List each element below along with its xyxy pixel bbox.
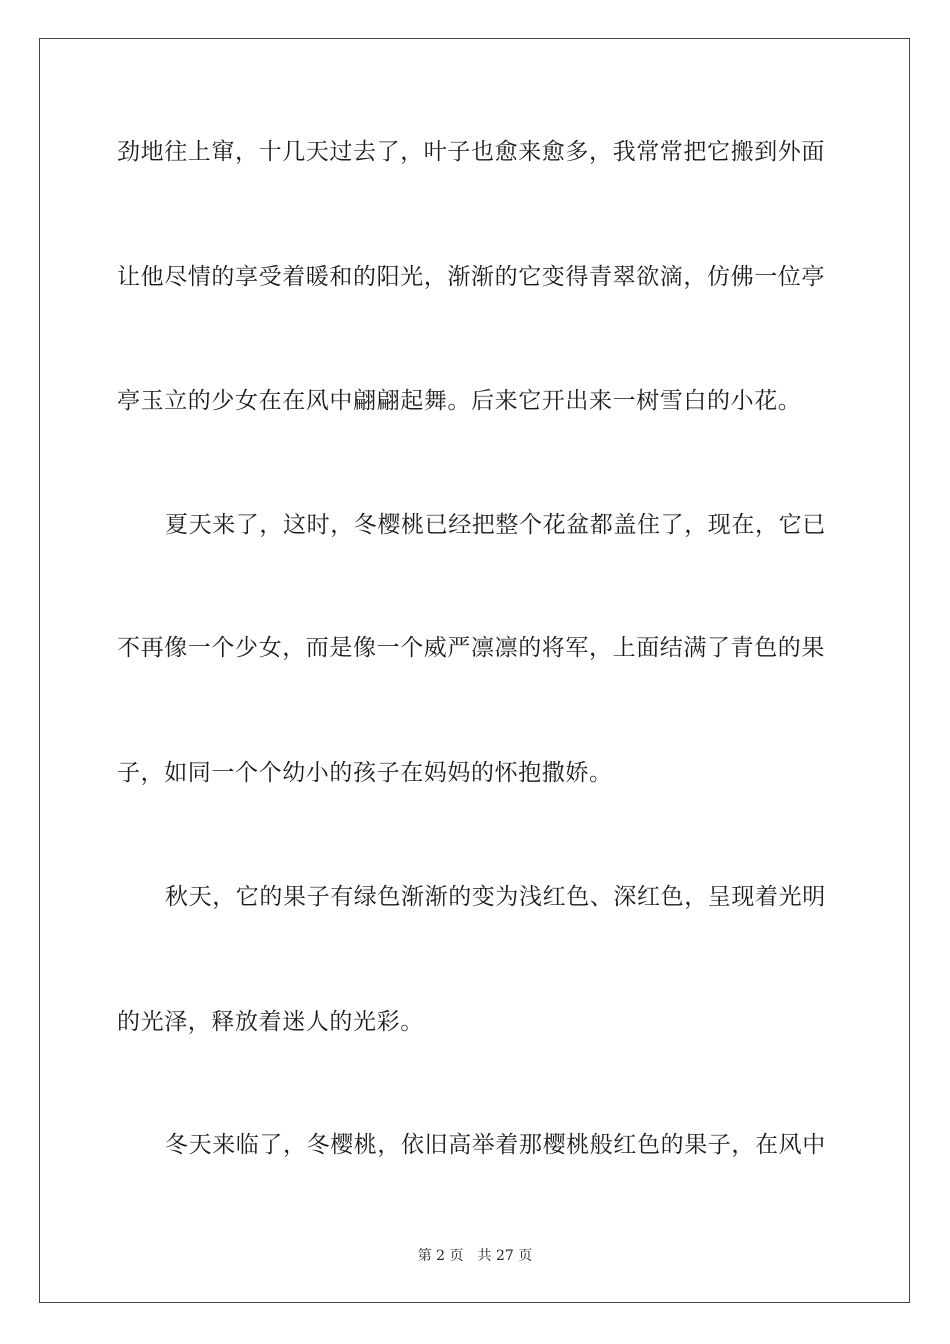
page-frame: [39, 38, 910, 1303]
text-line: 亭玉立的少女在在风中翩翩起舞。后来它开出来一树雪白的小花。: [117, 388, 802, 414]
text-line: 秋天，它的果子有绿色渐渐的变为浅红色、深红色，呈现着光明: [165, 884, 826, 910]
page-number: 第 2 页: [417, 1248, 464, 1264]
text-line: 冬天来临了，冬樱桃，依旧高举着那樱桃般红色的果子，在风中: [165, 1132, 826, 1158]
text-line: 让他尽情的享受着暖和的阳光，渐渐的它变得青翠欲滴，仿佛一位亭: [117, 264, 825, 290]
text-line: 不再像一个少女，而是像一个威严凛凛的将军，上面结满了青色的果: [117, 635, 825, 661]
text-line: 的光泽，释放着迷人的光彩。: [117, 1009, 424, 1035]
text-line: 劲地往上窜，十几天过去了，叶子也愈来愈多，我常常把它搬到外面: [117, 139, 825, 165]
page-total: 共 27 页: [477, 1248, 533, 1264]
text-line: 子，如同一个个幼小的孩子在妈妈的怀抱撒娇。: [117, 760, 613, 786]
page-footer: [0, 1247, 950, 1265]
text-line: 夏天来了，这时，冬樱桃已经把整个花盆都盖住了，现在，它已: [165, 512, 826, 538]
